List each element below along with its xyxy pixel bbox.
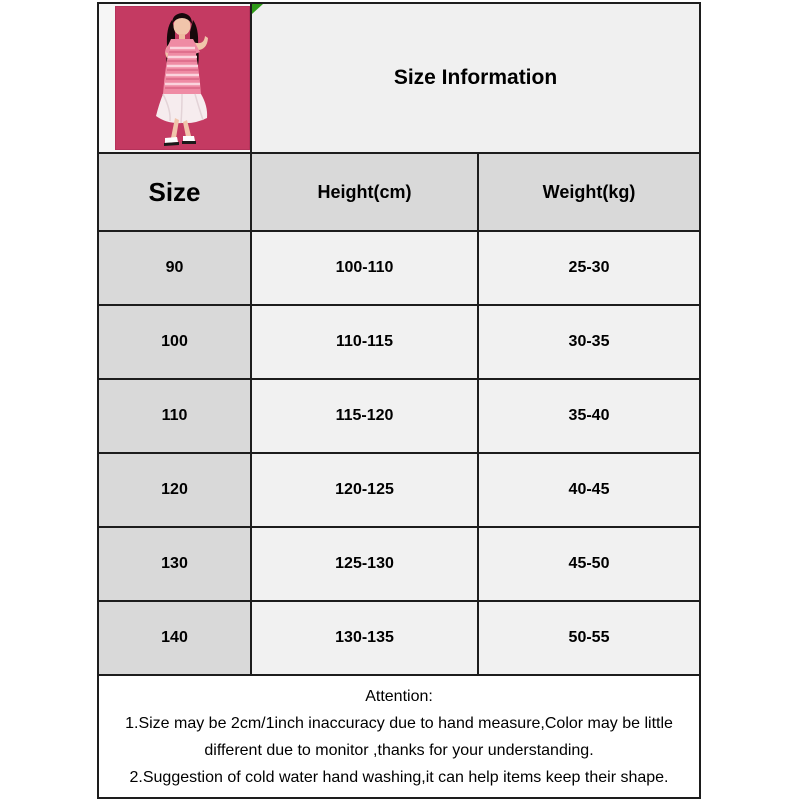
product-photo-cell	[98, 3, 251, 153]
column-header-size: Size	[98, 153, 251, 231]
green-corner-flag-icon	[252, 4, 263, 14]
height-value: 100-110	[251, 231, 478, 305]
attention-note	[98, 675, 700, 798]
height-value: 110-115	[251, 305, 478, 379]
size-value: 120	[98, 453, 251, 527]
attention-row	[98, 675, 700, 798]
size-value: 90	[98, 231, 251, 305]
height-value: 120-125	[251, 453, 478, 527]
table-row	[98, 453, 700, 527]
size-value: 140	[98, 601, 251, 675]
attention-line-1: 1.Size may be 2cm/1inch inaccuracy due to hand measure,Color may be little	[125, 714, 673, 732]
table-row	[98, 527, 700, 601]
height-value: 125-130	[251, 527, 478, 601]
attention-heading: Attention:	[365, 687, 433, 705]
size-table	[97, 2, 701, 799]
attention-line-3: 2.Suggestion of cold water hand washing,it can help items keep their shape.	[129, 768, 669, 786]
girl-dress-photo-illustration	[115, 6, 250, 150]
product-photo	[115, 6, 250, 150]
attention-line-2: different due to monitor ,thanks for your understanding.	[204, 741, 594, 759]
table-row	[98, 379, 700, 453]
weight-value: 40-45	[478, 453, 700, 527]
size-value: 110	[98, 379, 251, 453]
weight-value: 25-30	[478, 231, 700, 305]
column-header-weight: Weight(kg)	[478, 153, 700, 231]
weight-value: 45-50	[478, 527, 700, 601]
weight-value: 35-40	[478, 379, 700, 453]
height-value: 130-135	[251, 601, 478, 675]
size-information-title-cell	[251, 3, 700, 153]
size-value: 130	[98, 527, 251, 601]
table-row	[98, 305, 700, 379]
weight-value: 50-55	[478, 601, 700, 675]
height-value: 115-120	[251, 379, 478, 453]
column-header-height: Height(cm)	[251, 153, 478, 231]
page-title: Size Information	[393, 66, 558, 89]
table-header-row	[98, 153, 700, 231]
size-value: 100	[98, 305, 251, 379]
table-row	[98, 231, 700, 305]
table-row	[98, 601, 700, 675]
top-row	[98, 3, 700, 153]
weight-value: 30-35	[478, 305, 700, 379]
